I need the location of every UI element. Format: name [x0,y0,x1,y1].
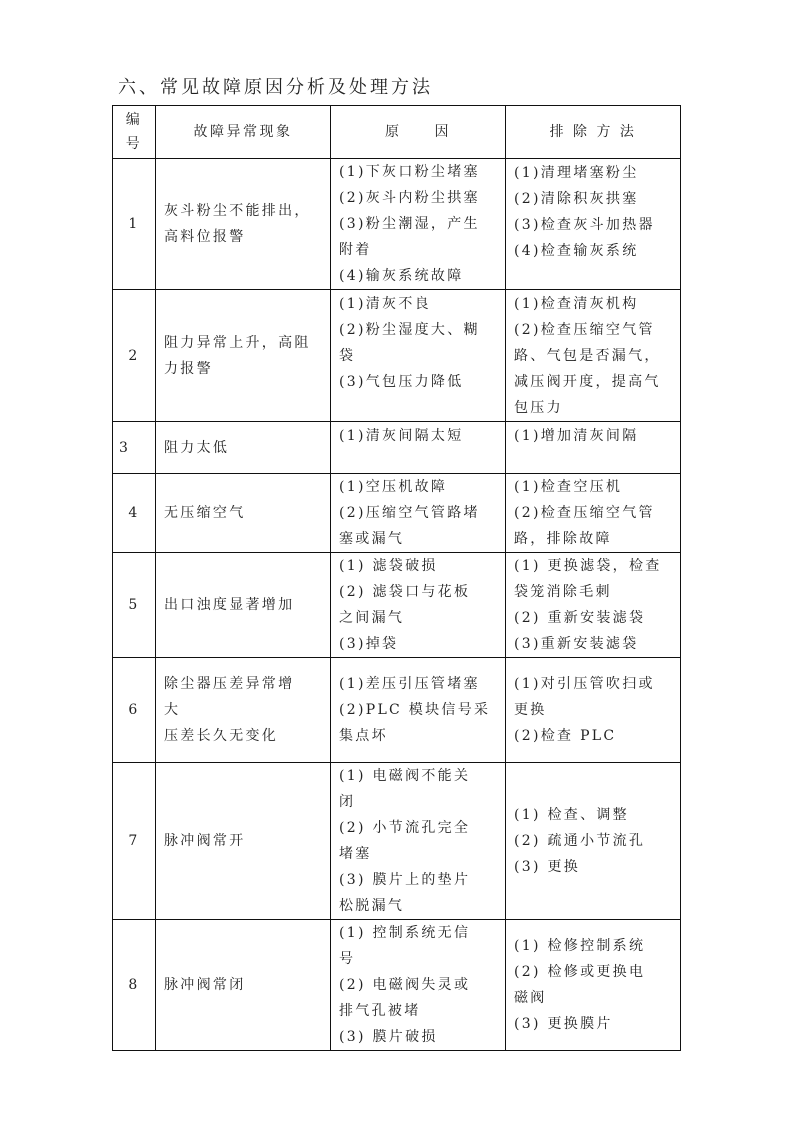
cause-cell-line: (2) 电磁阀失灵或 [339,977,471,993]
remedy-cell-line: 磁阀 [514,990,547,1006]
cause-cell-line: 袋 [339,348,356,364]
cause-cell [331,553,506,658]
remedy-cell [506,159,681,290]
table-row [113,290,681,422]
header-remedy: 排 除 方 法 [506,106,681,159]
cause-cell-line: 号 [339,951,356,967]
symptom-cell [156,474,331,553]
remedy-cell-line: (2)清除积灰拱塞 [514,191,639,207]
symptom-cell-line: 除尘器压差异常增 [164,676,295,692]
symptom-cell-line: 阻力太低 [164,439,230,456]
cause-cell-line: 松脱漏气 [339,898,405,914]
remedy-cell-line: (3)重新安装滤袋 [514,636,639,652]
cause-cell-line: (1)清灰不良 [339,296,431,312]
cause-cell-line: (1)差压引压管堵塞 [339,676,480,692]
cause-cell-line: 闭 [339,794,356,810]
remedy-cell [506,290,681,422]
cause-cell-line: (2)灰斗内粉尘拱塞 [339,190,480,206]
remedy-cell-line: (2)检查 PLC [514,728,617,744]
symptom-cell [156,658,331,763]
cause-cell [331,920,506,1051]
remedy-cell-line: (1) 检修控制系统 [514,938,646,954]
symptom-cell-line: 压差长久无变化 [164,728,279,744]
cause-cell [331,422,506,474]
remedy-cell-line: 包压力 [514,400,563,416]
cause-cell-line: 堵塞 [339,846,372,862]
cause-cell [331,159,506,290]
remedy-cell-line: 路，排除故障 [514,531,612,547]
table-row [113,422,681,474]
symptom-cell-line: 脉冲阀常开 [164,833,246,849]
remedy-cell-line: (2) 重新安装滤袋 [514,610,646,626]
header-cause: 原 因 [331,106,506,159]
table-body [113,159,681,1051]
remedy-cell-line: (4)检查输灰系统 [514,243,639,259]
remedy-cell-line: 路、气包是否漏气， [514,348,661,364]
remedy-cell [506,658,681,763]
table-row [113,474,681,553]
remedy-cell-line: (1)清理堵塞粉尘 [514,165,639,181]
cause-cell-line: (1) 滤袋破损 [339,558,438,574]
remedy-cell-line: (2) 检修或更换电 [514,964,646,980]
cause-cell-line: (2) 滤袋口与花板 [339,584,471,600]
symptom-cell-line: 出口浊度显著增加 [164,597,295,613]
remedy-cell-line: (1)对引压管吹扫或 [514,676,655,692]
remedy-cell-line: (1)检查清灰机构 [514,296,639,312]
symptom-cell-line: 高料位报警 [164,229,246,245]
row-number: 3 [113,422,156,474]
remedy-cell [506,422,681,474]
cause-cell-line: (1)空压机故障 [339,479,448,495]
remedy-cell-line: (1) 更换滤袋，检查 [514,558,662,574]
cause-cell [331,763,506,920]
section-title: 六、常见故障原因分析及处理方法 [118,77,433,98]
symptom-cell-line: 阻力异常上升，高阻 [164,334,311,351]
row-number: 8 [113,920,156,1051]
remedy-cell [506,474,681,553]
cause-cell-line: (1) 电磁阀不能关 [339,768,471,784]
symptom-cell [156,422,331,474]
cause-cell-line: (2)PLC 模块信号采 [339,702,491,718]
symptom-cell [156,553,331,658]
remedy-cell-line: (3)检查灰斗加热器 [514,217,655,233]
symptom-cell-line: 力报警 [164,360,213,377]
cause-cell-line: (2) 小节流孔完全 [339,820,471,836]
remedy-cell-line: 袋笼消除毛刺 [514,584,612,600]
remedy-cell-line: (2)检查压缩空气管 [514,322,655,338]
remedy-cell [506,553,681,658]
row-number: 6 [113,658,156,763]
cause-cell-line: 塞或漏气 [339,531,405,547]
remedy-cell-line: (3) 更换膜片 [514,1016,613,1032]
header-number: 编 号 [113,106,156,159]
symptom-cell [156,290,331,422]
cause-cell-line: (2)粉尘湿度大、糊 [339,322,480,338]
cause-cell-line: (1) 控制系统无信 [339,925,471,941]
cause-cell-line: (2)压缩空气管路堵 [339,505,480,521]
table-row [113,920,681,1051]
symptom-cell-line: 脉冲阀常闭 [164,977,246,993]
remedy-cell-line: (3) 更换 [514,859,581,875]
cause-cell-line: 之间漏气 [339,610,405,626]
cause-cell-line: (1)清灰间隔太短 [339,428,464,444]
remedy-cell-line: (2)检查压缩空气管 [514,505,655,521]
remedy-cell-line: (1)增加清灰间隔 [514,428,639,444]
cause-cell-line: 排气孔被堵 [339,1003,421,1019]
table-row [113,763,681,920]
remedy-cell [506,763,681,920]
cause-cell-line: (4)输灰系统故障 [339,268,464,284]
cause-cell [331,290,506,422]
cause-cell-line: (3) 膜片破损 [339,1029,438,1045]
cause-cell-line: 集点坏 [339,728,388,744]
row-number: 7 [113,763,156,920]
table-row [113,159,681,290]
header-symptom: 故障异常现象 [156,106,331,159]
table-header-row [113,106,681,159]
cause-cell-line: (1)下灰口粉尘堵塞 [339,164,480,180]
row-number: 1 [113,159,156,290]
remedy-cell-line: (1)检查空压机 [514,479,623,495]
row-number: 2 [113,290,156,422]
row-number: 5 [113,553,156,658]
cause-cell-line: 附着 [339,242,372,258]
row-number: 4 [113,474,156,553]
symptom-cell [156,159,331,290]
symptom-cell [156,920,331,1051]
fault-table [112,105,681,1051]
cause-cell-line: (3)粉尘潮湿，产生 [339,216,480,232]
symptom-cell-line: 无压缩空气 [164,505,246,521]
remedy-cell-line: (2) 疏通小节流孔 [514,833,646,849]
cause-cell [331,658,506,763]
table-row [113,658,681,763]
remedy-cell [506,920,681,1051]
remedy-cell-line: (1) 检查、调整 [514,807,629,823]
cause-cell-line: (3)气包压力降低 [339,374,464,390]
symptom-cell-line: 灰斗粉尘不能排出， [164,203,311,219]
cause-cell [331,474,506,553]
remedy-cell-line: 更换 [514,702,547,718]
table-row [113,553,681,658]
symptom-cell [156,763,331,920]
symptom-cell-line: 大 [164,702,181,718]
cause-cell-line: (3)掉袋 [339,636,399,652]
remedy-cell-line: 减压阀开度，提高气 [514,374,661,390]
cause-cell-line: (3) 膜片上的垫片 [339,872,471,888]
